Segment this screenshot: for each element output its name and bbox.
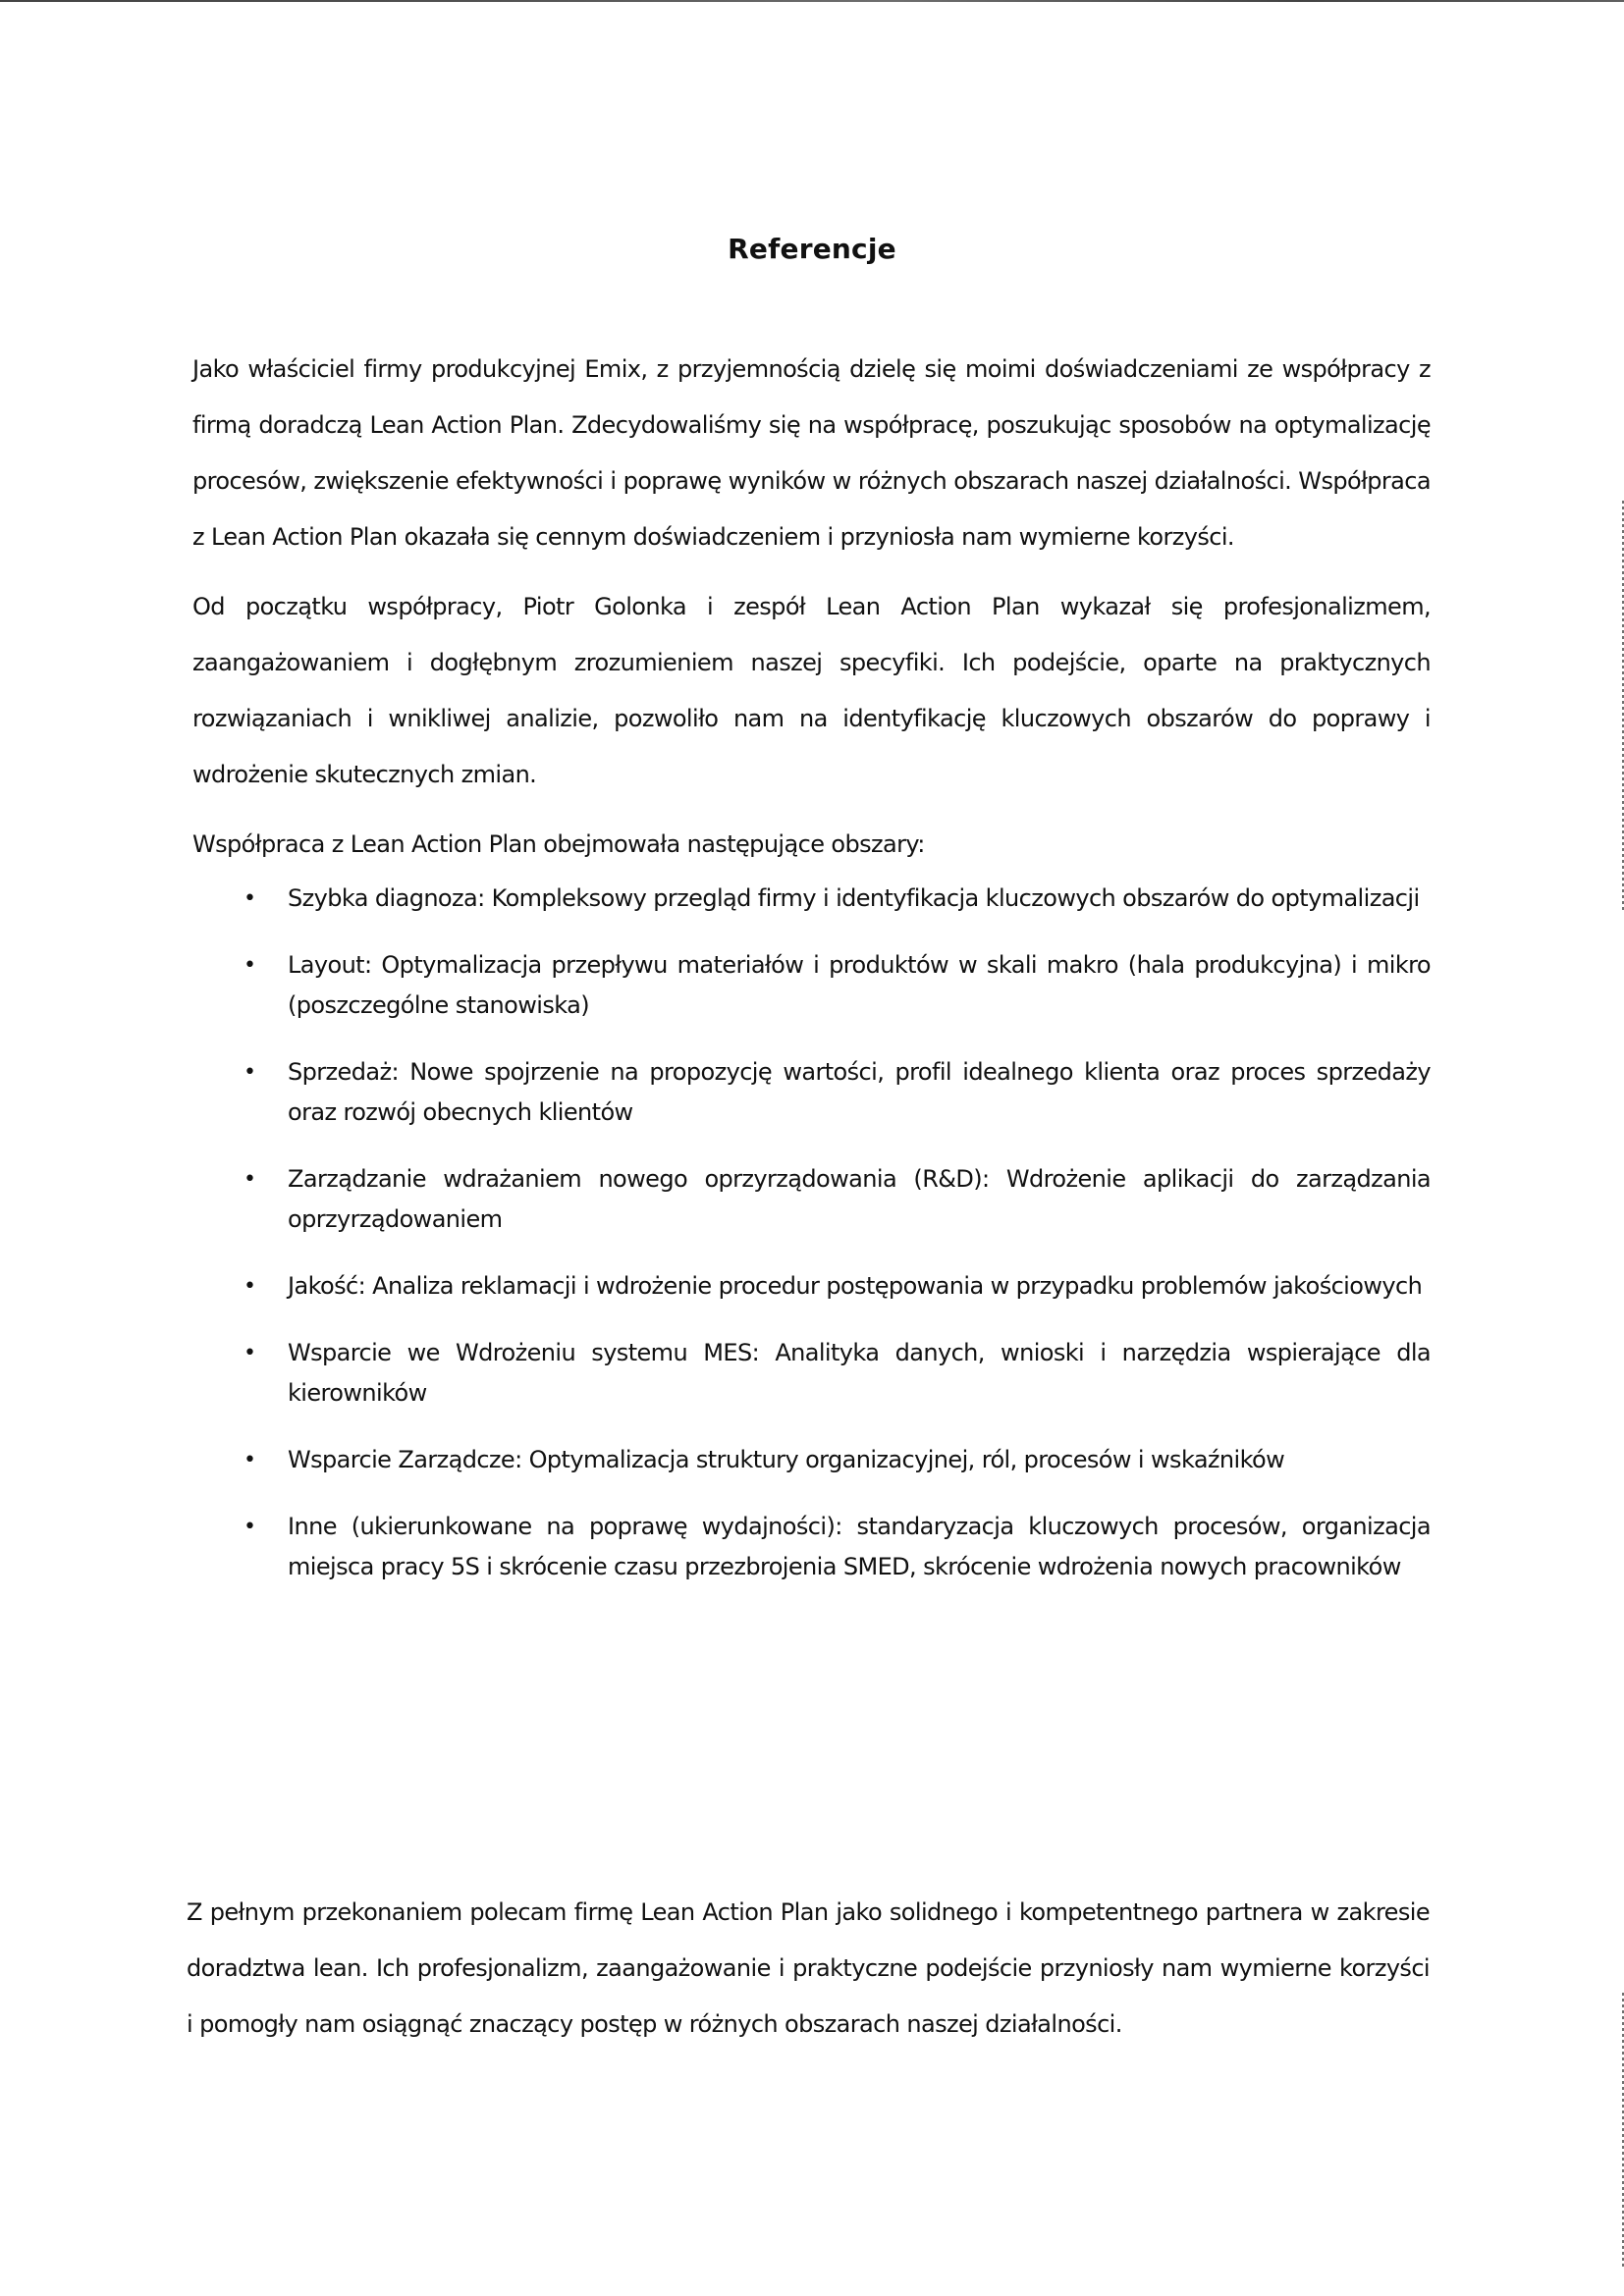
page-title: Referencje (728, 232, 896, 265)
list-item (192, 1440, 1431, 1480)
list-item-text: Inne (ukierunkowane na poprawę wydajności): standaryzacja kluczowych procesów, organizacja miejsca pracy 5S i skrócenie czasu przezbrojenia SMED, skrócenie wdrożenia nowych pracowników (288, 1513, 1431, 1580)
list-item (192, 945, 1431, 1026)
list-item (192, 1052, 1431, 1133)
list-item-text: Jakość: Analiza reklamacji i wdrożenie procedur postępowania w przypadku problemów jakościowych (288, 1272, 1423, 1300)
list-item-text: Zarządzanie wdrażaniem nowego oprzyrządowania (R&D): Wdrożenie aplikacji do zarządzania oprzyrządowaniem (288, 1165, 1431, 1233)
list-item-text: Szybka diagnoza: Kompleksowy przegląd firmy i identyfikacja kluczowych obszarów do optymalizacji (288, 884, 1420, 912)
bullet-icon: • (244, 886, 256, 911)
document-body (192, 342, 1431, 1614)
list-item (192, 1333, 1431, 1414)
paragraph-cooperation: Od początku współpracy, Piotr Golonka i zespół Lean Action Plan wykazał się profesjonalizmem, zaangażowaniem i dogłębnym zrozumieniem naszej specyfiki. Ich podejście, oparte na praktycznych rozwiązaniach i wnikliwej analizie, pozwoliło nam na identyfikację kluczowych obszarów do poprawy i wdrożenie skutecznych zmian. (192, 593, 1431, 788)
bullet-icon: • (244, 1341, 256, 1365)
paragraph-intro: Jako właściciel firmy produkcyjnej Emix, z przyjemnością dzielę się moimi doświadczeniami ze współpracy z firmą doradczą Lean Action Plan. Zdecydowaliśmy się na współpracę, poszukując sposobów na optymalizację procesów, zwiększenie efektywności i poprawę wyników w różnych obszarach naszej działalności. Współpraca z Lean Action Plan okazała się cennym doświadczeniem i przyniosła nam wymierne korzyści. (192, 355, 1431, 551)
bullet-icon: • (244, 953, 256, 978)
scan-top-edge (0, 0, 1624, 2)
list-item-text: Layout: Optymalizacja przepływu materiałów i produktów w skali makro (hala produkcyjna) i mikro (poszczególne stanowiska) (288, 951, 1431, 1019)
list-item (192, 1507, 1431, 1587)
list-item (192, 879, 1431, 919)
list-item (192, 1266, 1431, 1307)
list-intro: Współpraca z Lean Action Plan obejmowała następujące obszary: (192, 830, 925, 858)
bullet-icon: • (244, 1274, 256, 1299)
list-item-text: Wsparcie we Wdrożeniu systemu MES: Analityka danych, wnioski i narzędzia wspierające dla kierowników (288, 1339, 1431, 1407)
bullet-icon: • (244, 1060, 256, 1085)
bullet-icon: • (244, 1515, 256, 1539)
bullet-icon: • (244, 1448, 256, 1472)
paragraph-closing: Z pełnym przekonaniem polecam firmę Lean Action Plan jako solidnego i kompetentnego partnera w zakresie doradztwa lean. Ich profesjonalizm, zaangażowanie i praktyczne podejście przyniosły nam wymierne korzyści i pomogły nam osiągnąć znaczący postęp w różnych obszarach naszej działalności. (187, 1898, 1430, 2038)
areas-list (192, 879, 1431, 1587)
list-item-text: Sprzedaż: Nowe spojrzenie na propozycję wartości, profil idealnego klienta oraz proces sprzedaży oraz rozwój obecnych klientów (288, 1058, 1431, 1126)
list-item-text: Wsparcie Zarządcze: Optymalizacja struktury organizacyjnej, ról, procesów i wskaźników (288, 1446, 1285, 1473)
bullet-icon: • (244, 1167, 256, 1192)
list-item (192, 1159, 1431, 1240)
